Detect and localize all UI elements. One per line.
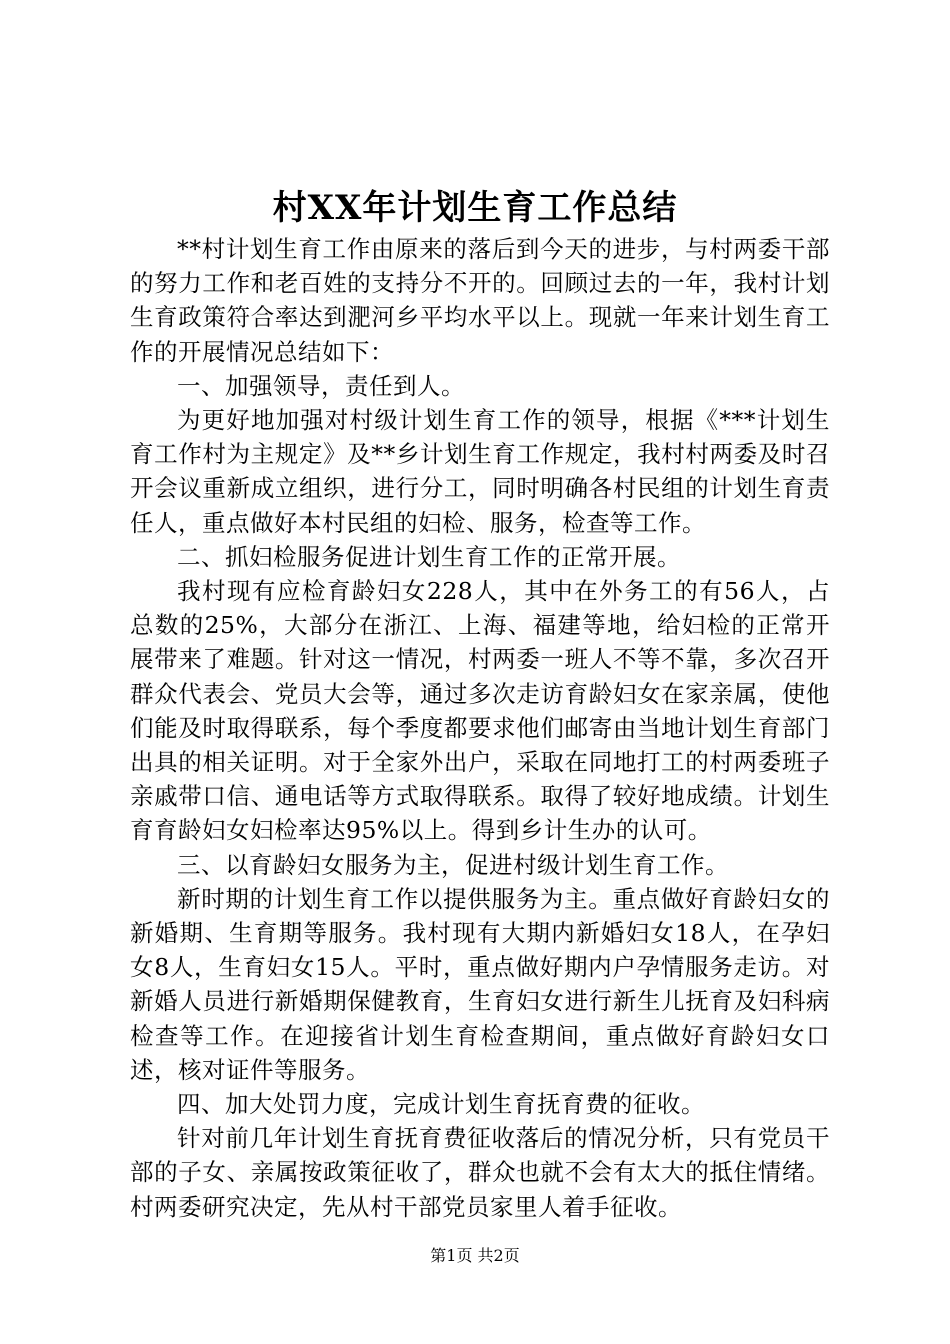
document-body bbox=[130, 232, 830, 1224]
section-heading-2: 二、抓妇检服务促进计划生育工作的正常开展。 bbox=[177, 542, 681, 571]
paragraph-section-2: 我村现有应检育龄妇女228人，其中在外务工的有56人，占总数的25%，大部分在浙江、上海、福建等地，给妇检的正常开展带来了难题。针对这一情况，村两委一班人不等不靠，多次召开群众代表会、党员大会等，通过多次走访育龄妇女在家亲属，使他们能及时取得联系，每个季度都要求他们邮寄由当地计划生育部门出具的相关证明。对于全家外出户，采取在同地打工的村两委班子亲戚带口信、通电话等方式取得联系。取得了较好地成绩。计划生育育龄妇女妇检率达95%以上。得到乡计生办的认可。 bbox=[130, 577, 830, 845]
paragraph-section-3: 新时期的计划生育工作以提供服务为主。重点做好育龄妇女的新婚期、生育期等服务。我村现有大期内新婚妇女18人，在孕妇女8人，生育妇女15人。平时，重点做好期内户孕情服务走访。对新婚人员进行新婚期保健教育，生育妇女进行新生儿抚育及妇科病检查等工作。在迎接省计划生育检查期间，重点做好育龄妇女口述，核对证件等服务。 bbox=[130, 884, 830, 1084]
paragraph-section-4: 针对前几年计划生育抚育费征收落后的情况分析，只有党员干部的子女、亲属按政策征收了，群众也就不会有太大的抵住情绪。村两委研究决定，先从村干部党员家里人着手征收。 bbox=[130, 1124, 830, 1221]
paragraph-intro: **村计划生育工作由原来的落后到今天的进步，与村两委干部的努力工作和老百姓的支持分不开的。回顾过去的一年，我村计划生育政策符合率达到淝河乡平均水平以上。现就一年来计划生育工作的开展情况总结如下： bbox=[130, 235, 830, 366]
section-heading-1: 一、加强领导，责任到人。 bbox=[177, 371, 465, 400]
section-heading-3: 三、以育龄妇女服务为主，促进村级计划生育工作。 bbox=[177, 850, 729, 879]
document-title: 村XX年计划生育工作总结 bbox=[272, 188, 678, 228]
page-footer: 第1页 共2页 bbox=[430, 1246, 520, 1265]
section-heading-4: 四、加大处罚力度，完成计划生育抚育费的征收。 bbox=[177, 1090, 705, 1119]
paragraph-section-1: 为更好地加强对村级计划生育工作的领导，根据《***计划生育工作村为主规定》及**乡计划生育工作规定，我村村两委及时召开会议重新成立组织，进行分工，同时明确各村民组的计划生育责任人，重点做好本村民组的妇检、服务，检查等工作。 bbox=[130, 406, 830, 537]
